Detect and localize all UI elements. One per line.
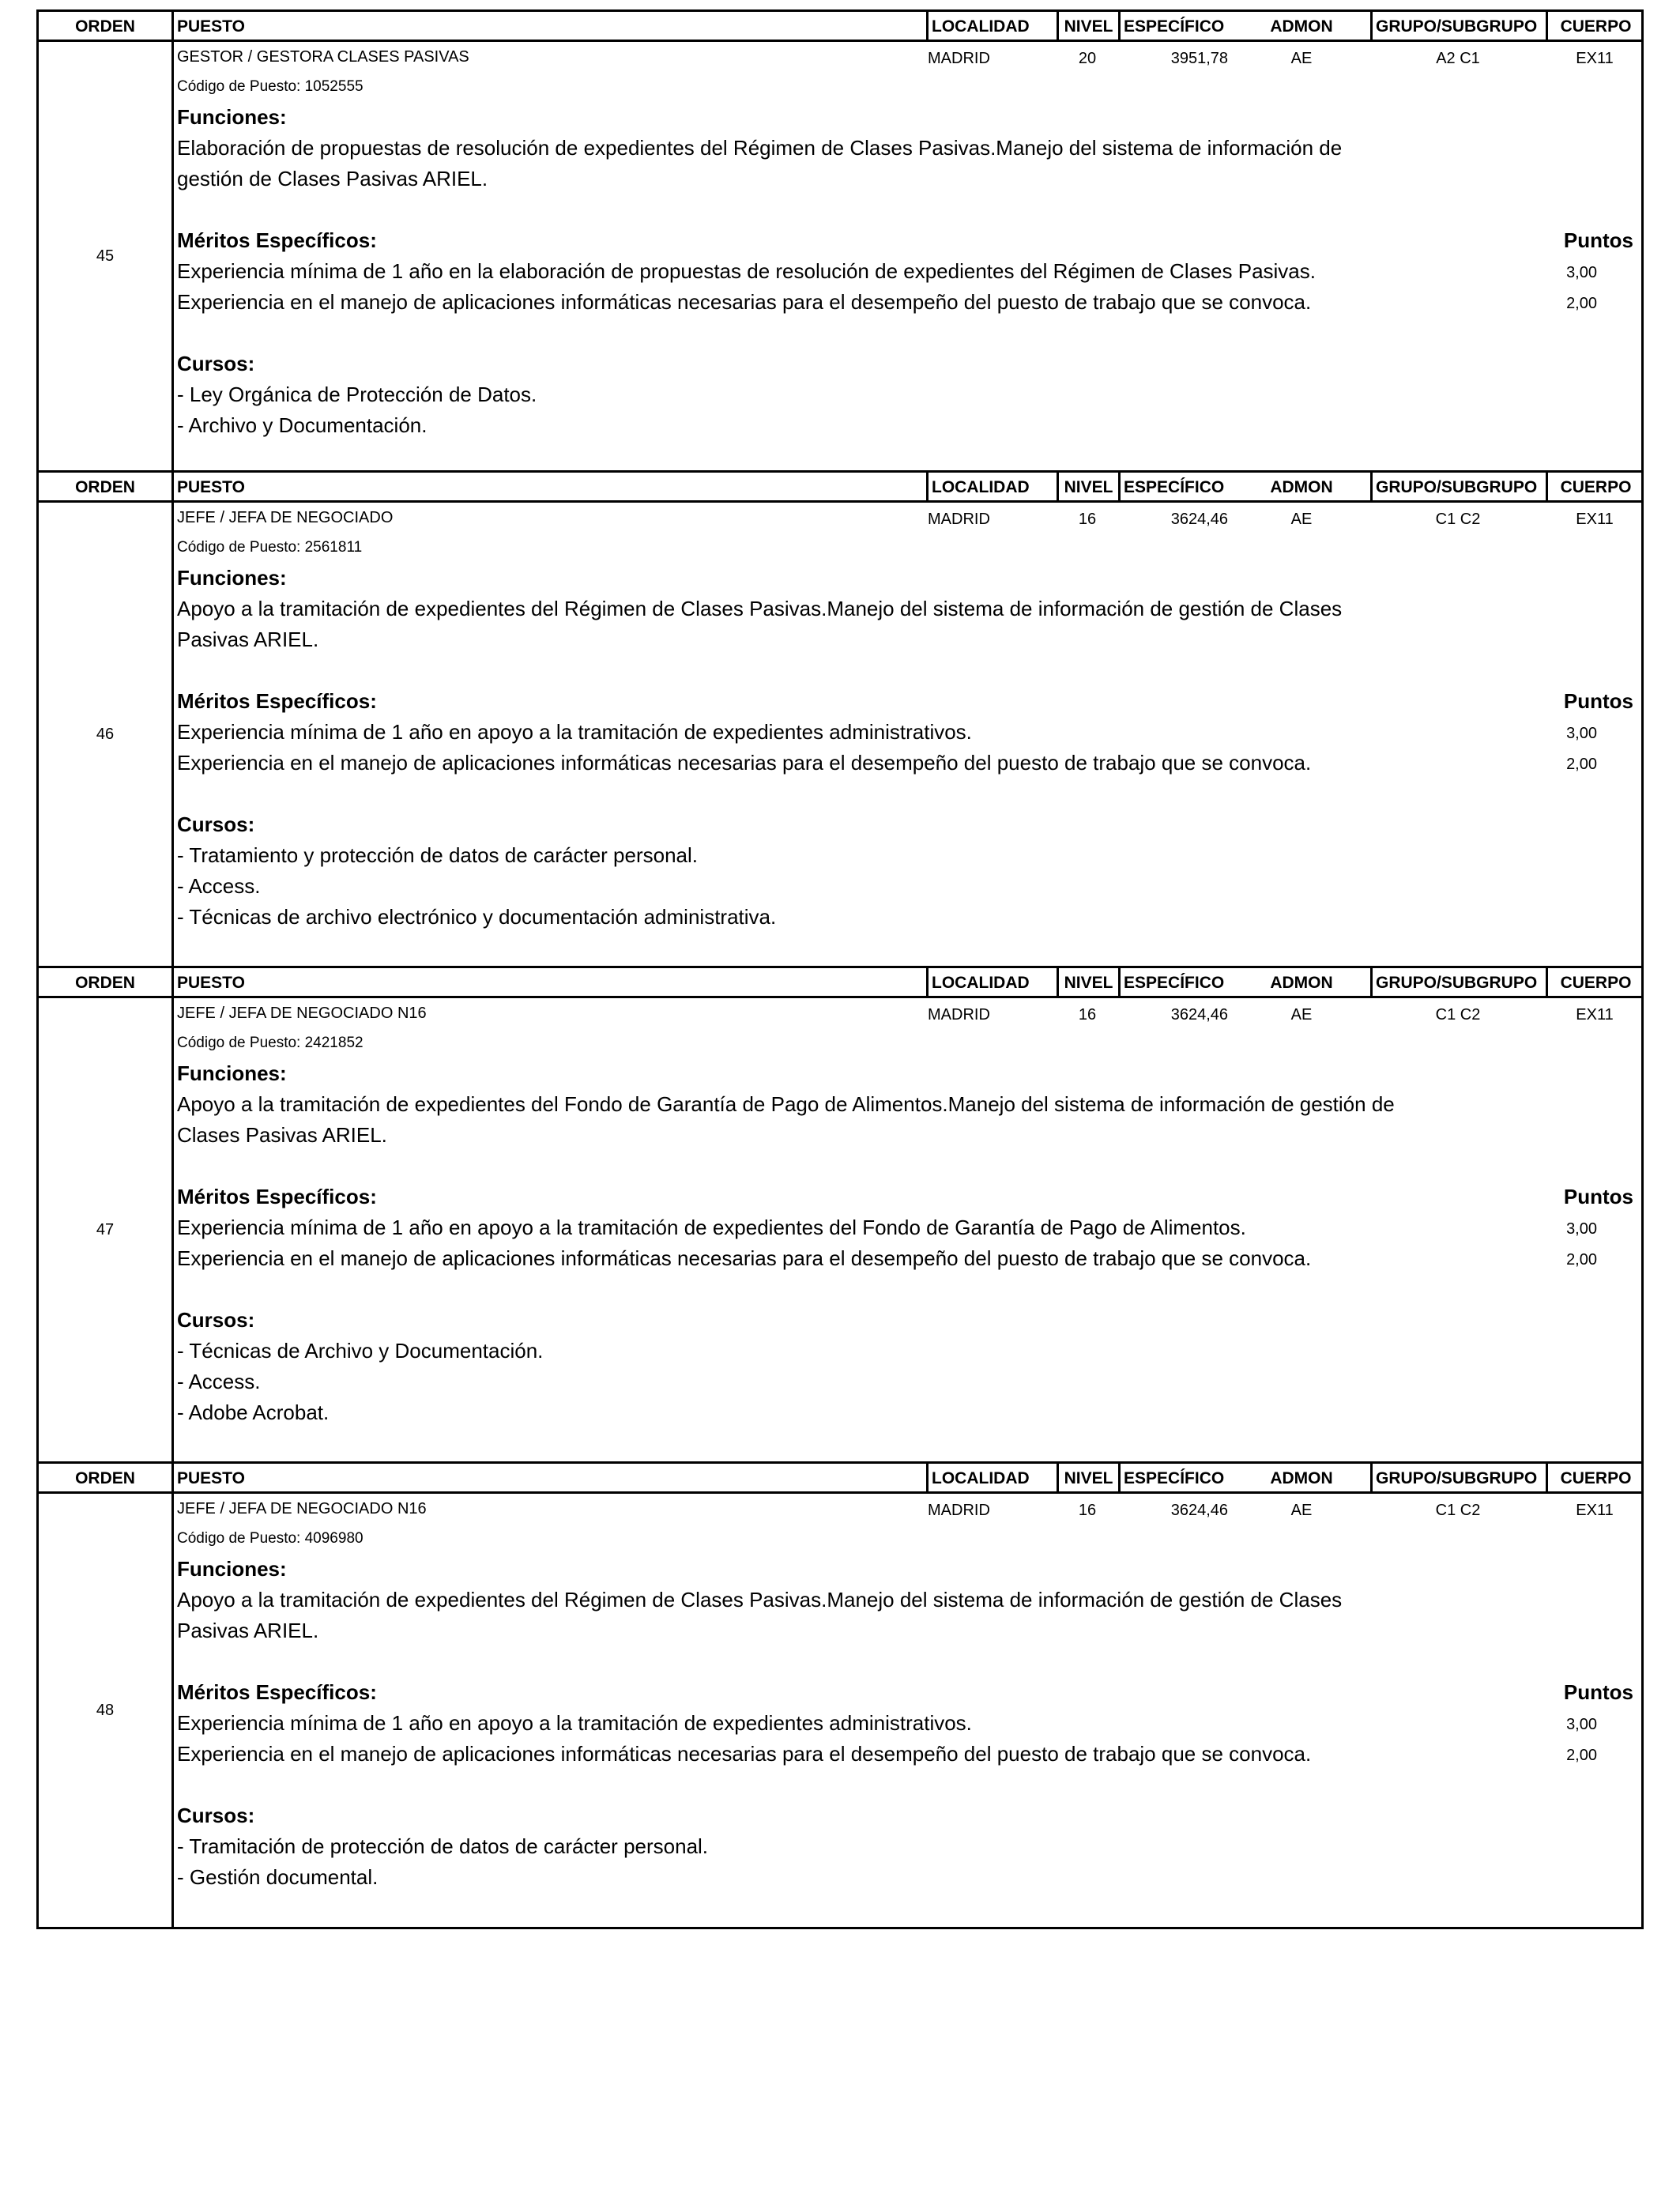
cursos-label: Cursos: [177,812,255,836]
header-especifico: ESPECÍFICO [1118,1464,1233,1491]
cursos-label: Cursos: [177,1804,255,1827]
puesto-title: JEFE / JEFA DE NEGOCIADO N16 [177,1005,427,1022]
header-orden: ORDEN [75,974,135,992]
merito-row [177,256,1641,287]
cell-admon: AE [1290,511,1313,528]
job-content [177,1494,1641,1893]
merito-puntos: 3,00 [1566,1220,1597,1238]
funciones-text: Pasivas ARIEL. [177,1619,319,1642]
funciones-label: Funciones: [177,105,287,129]
cell-grupo: A2 C1 [1436,50,1480,67]
cell-admon: AE [1290,1006,1313,1023]
header-grupo: GRUPO/SUBGRUPO [1370,1464,1546,1491]
header-localidad: LOCALIDAD [926,12,1057,40]
merito-row [177,1243,1641,1274]
merito-text: Experiencia mínima de 1 año en apoyo a la tramitación de expedientes del Fondo de Garantía de Pago de Alimentos. [177,1216,1246,1239]
funciones-text: gestión de Clases Pasivas ARIEL. [177,167,488,190]
curso-item: - Adobe Acrobat. [177,1400,330,1424]
header-orden: ORDEN [75,478,135,496]
meritos-label [177,1182,1641,1212]
header-cuerpo: CUERPO [1546,1464,1644,1491]
header-nivel: NIVEL [1057,1464,1118,1491]
job-entry [36,9,1644,470]
header-puesto: PUESTO [171,968,926,996]
header-row [39,12,1641,42]
meritos-label [177,686,1641,717]
codigo-puesto: Código de Puesto: 2561811 [177,539,363,556]
spacer [177,655,1641,686]
job-body [39,42,1641,470]
meritos-title: Méritos Específicos: [177,228,377,252]
merito-text: Experiencia en el manejo de aplicaciones informáticas necesarias para el desempeño del puesto de trabajo que se convoca. [177,1246,1312,1270]
cell-localidad: MADRID [928,1006,990,1023]
curso-item: - Access. [177,874,261,898]
spacer [177,778,1641,809]
merito-text: Experiencia mínima de 1 año en apoyo a la tramitación de expedientes administrativos. [177,1711,972,1735]
header-cuerpo: CUERPO [1546,968,1644,996]
meritos-label [177,1677,1641,1708]
funciones-text: Apoyo a la tramitación de expedientes del Régimen de Clases Pasivas.Manejo del sistema de información de gestión de Clases [177,1588,1343,1612]
cell-admon: AE [1290,50,1313,67]
cell-localidad: MADRID [928,1502,990,1519]
orden-number: 45 [96,247,115,265]
funciones-label: Funciones: [177,1557,287,1581]
header-localidad: LOCALIDAD [926,1464,1057,1491]
curso-item: - Ley Orgánica de Protección de Datos. [177,383,537,406]
header-grupo: GRUPO/SUBGRUPO [1370,12,1546,40]
codigo-puesto: Código de Puesto: 4096980 [177,1530,363,1547]
merito-text: Experiencia en el manejo de aplicaciones informáticas necesarias para el desempeño del puesto de trabajo que se convoca. [177,751,1312,775]
cell-especifico: 3624,46 [1170,511,1228,528]
meritos-title: Méritos Específicos: [177,1680,377,1704]
column-divider [171,998,174,1461]
header-admon: ADMON [1270,17,1333,36]
merito-text: Experiencia en el manejo de aplicaciones informáticas necesarias para el desempeño del puesto de trabajo que se convoca. [177,1742,1312,1766]
header-puesto: PUESTO [171,12,926,40]
header-cuerpo: CUERPO [1546,12,1644,40]
header-localidad: LOCALIDAD [926,473,1057,500]
merito-text: Experiencia en el manejo de aplicaciones informáticas necesarias para el desempeño del puesto de trabajo que se convoca. [177,290,1312,314]
cell-especifico: 3951,78 [1170,50,1228,67]
column-divider [171,42,174,470]
cell-especifico: 3624,46 [1170,1006,1228,1023]
curso-item: - Tratamiento y protección de datos de carácter personal. [177,843,699,867]
curso-item: - Archivo y Documentación. [177,413,428,437]
merito-row [177,717,1641,748]
header-row [39,473,1641,503]
merito-puntos: 2,00 [1566,1251,1597,1269]
job-listings-document [36,9,1644,1929]
cell-nivel: 20 [1078,50,1097,67]
cell-localidad: MADRID [928,50,990,67]
header-cuerpo: CUERPO [1546,473,1644,500]
job-content [177,42,1641,441]
puntos-label: Puntos [1563,1185,1633,1208]
funciones-text: Pasivas ARIEL. [177,628,319,651]
puesto-title: JEFE / JEFA DE NEGOCIADO [177,509,394,526]
header-grupo: GRUPO/SUBGRUPO [1370,473,1546,500]
header-row [39,1464,1641,1494]
puesto-title: JEFE / JEFA DE NEGOCIADO N16 [177,1500,427,1517]
orden-number: 48 [96,1701,115,1719]
header-puesto: PUESTO [171,473,926,500]
cell-grupo: C1 C2 [1435,1502,1481,1519]
merito-row [177,748,1641,778]
merito-row [177,287,1641,318]
header-localidad: LOCALIDAD [926,968,1057,996]
funciones-text: Clases Pasivas ARIEL. [177,1123,387,1147]
job-content [177,503,1641,933]
cell-cuerpo: EX11 [1576,50,1614,67]
spacer [177,1646,1641,1677]
funciones-label: Funciones: [177,1061,287,1085]
header-nivel: NIVEL [1057,968,1118,996]
cell-nivel: 16 [1078,1006,1097,1023]
cell-especifico: 3624,46 [1170,1502,1228,1519]
meritos-title: Méritos Específicos: [177,1185,377,1208]
funciones-text: Apoyo a la tramitación de expedientes del Fondo de Garantía de Pago de Alimentos.Manejo del sistema de información de gestión de [177,1092,1395,1116]
header-grupo: GRUPO/SUBGRUPO [1370,968,1546,996]
merito-puntos: 2,00 [1566,295,1597,312]
merito-row [177,1708,1641,1739]
spacer [177,318,1641,349]
merito-text: Experiencia mínima de 1 año en apoyo a la tramitación de expedientes administrativos. [177,720,972,744]
column-divider [171,1494,174,1927]
merito-row [177,1212,1641,1243]
merito-puntos: 3,00 [1566,1716,1597,1733]
header-orden: ORDEN [75,17,135,36]
job-content [177,998,1641,1428]
header-especifico: ESPECÍFICO [1118,12,1233,40]
curso-item: - Técnicas de archivo electrónico y documentación administrativa. [177,905,777,929]
spacer [177,1274,1641,1305]
cell-cuerpo: EX11 [1576,1006,1614,1023]
cell-nivel: 16 [1078,1502,1097,1519]
cell-nivel: 16 [1078,511,1097,528]
job-body [39,998,1641,1461]
meritos-title: Méritos Específicos: [177,689,377,713]
orden-number: 46 [96,725,115,743]
spacer [177,1151,1641,1182]
puntos-label: Puntos [1563,228,1633,252]
meritos-label [177,225,1641,256]
header-nivel: NIVEL [1057,473,1118,500]
puntos-label: Puntos [1563,689,1633,713]
puesto-title: GESTOR / GESTORA CLASES PASIVAS [177,48,469,66]
header-orden: ORDEN [75,1469,135,1487]
funciones-text: Elaboración de propuestas de resolución de expedientes del Régimen de Clases Pasivas.Manejo del sistema de información de [177,136,1343,160]
funciones-text: Apoyo a la tramitación de expedientes del Régimen de Clases Pasivas.Manejo del sistema de información de gestión de Clases [177,597,1343,620]
job-entry [36,470,1644,966]
curso-item: - Técnicas de Archivo y Documentación. [177,1339,544,1363]
job-entry [36,966,1644,1461]
cell-grupo: C1 C2 [1435,511,1481,528]
funciones-label: Funciones: [177,566,287,590]
merito-text: Experiencia mínima de 1 año en la elaboración de propuestas de resolución de expedientes del Régimen de Clases Pasivas. [177,259,1316,283]
curso-item: - Access. [177,1370,261,1393]
cursos-label: Cursos: [177,1308,255,1332]
spacer [177,194,1641,225]
puntos-label: Puntos [1563,1680,1633,1704]
header-nivel: NIVEL [1057,12,1118,40]
cell-cuerpo: EX11 [1576,1502,1614,1519]
curso-item: - Gestión documental. [177,1865,379,1889]
cursos-label: Cursos: [177,352,255,375]
cell-grupo: C1 C2 [1435,1006,1481,1023]
codigo-puesto: Código de Puesto: 2421852 [177,1035,363,1051]
cell-cuerpo: EX11 [1576,511,1614,528]
header-admon: ADMON [1270,1469,1333,1487]
column-divider [171,503,174,966]
cell-localidad: MADRID [928,511,990,528]
spacer [177,1770,1641,1800]
job-body [39,1494,1641,1927]
header-admon: ADMON [1270,974,1333,992]
merito-puntos: 2,00 [1566,756,1597,773]
header-especifico: ESPECÍFICO [1118,968,1233,996]
merito-puntos: 3,00 [1566,264,1597,281]
orden-number: 47 [96,1220,115,1238]
job-entry [36,1461,1644,1929]
cell-admon: AE [1290,1502,1313,1519]
merito-row [177,1739,1641,1770]
job-body [39,503,1641,966]
merito-puntos: 3,00 [1566,725,1597,742]
curso-item: - Tramitación de protección de datos de carácter personal. [177,1834,709,1858]
merito-puntos: 2,00 [1566,1747,1597,1764]
header-admon: ADMON [1270,478,1333,496]
header-row [39,968,1641,998]
header-especifico: ESPECÍFICO [1118,473,1233,500]
header-puesto: PUESTO [171,1464,926,1491]
codigo-puesto: Código de Puesto: 1052555 [177,78,363,95]
